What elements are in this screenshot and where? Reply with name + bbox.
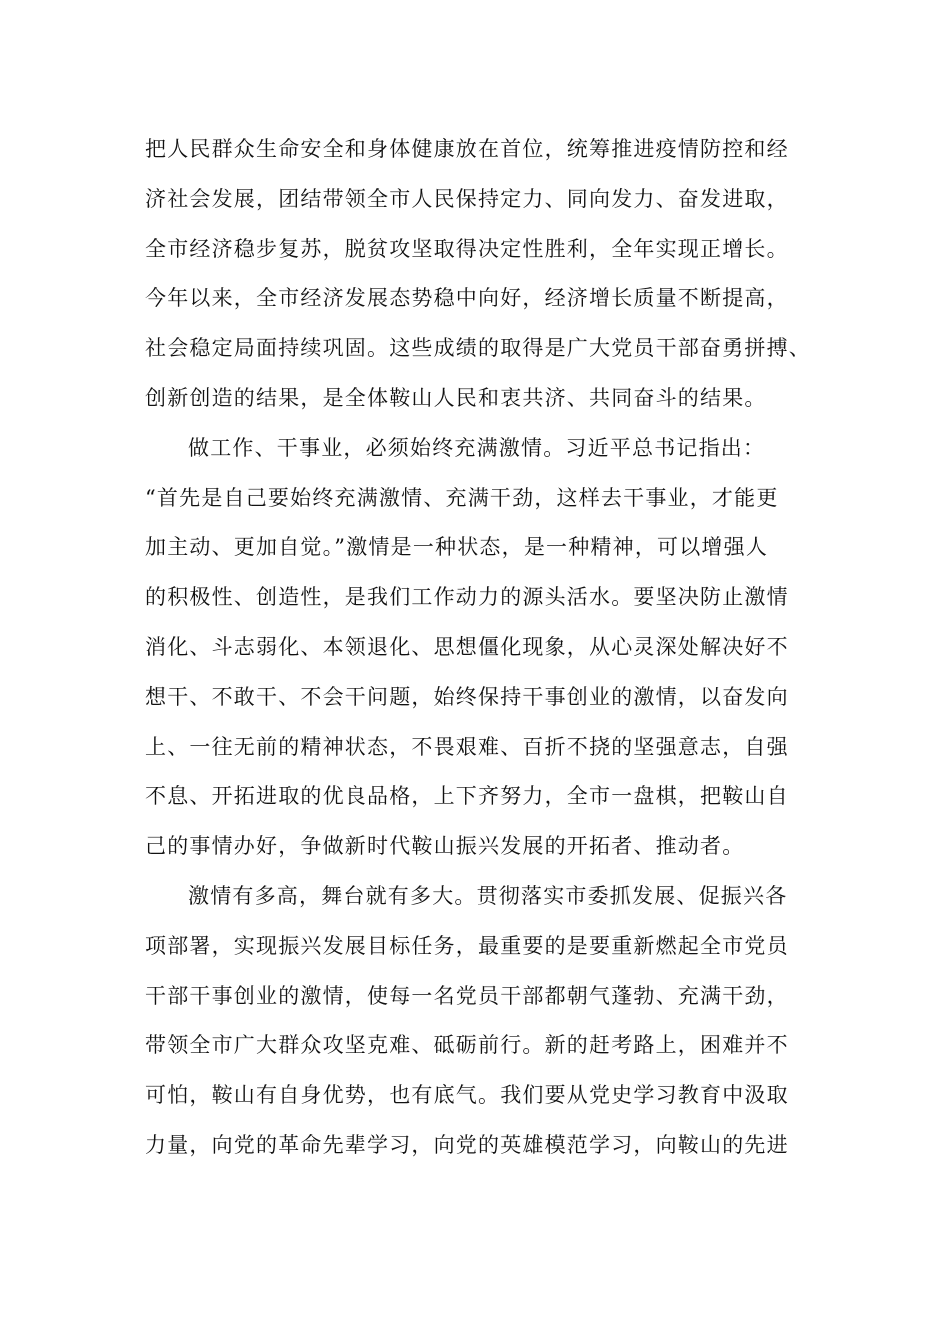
- text-line: 项部署，实现振兴发展目标任务，最重要的是要重新燃起全市党员: [145, 933, 789, 958]
- text-line: 不息、开拓进取的优良品格，上下齐努力，全市一盘棋，把鞍山自: [145, 784, 789, 809]
- text-line: 济社会发展，团结带领全市人民保持定力、同向发力、奋发进取，: [145, 186, 789, 211]
- text-line: 可怕，鞍山有自身优势，也有底气。我们要从党史学习教育中汲取: [145, 1083, 789, 1108]
- text-line: 社会稳定局面持续巩固。这些成绩的取得是广大党员干部奋勇拼搏、: [145, 336, 811, 361]
- text-line: 上、一往无前的精神状态，不畏艰难、百折不挠的坚强意志，自强: [145, 734, 789, 759]
- text-line: 全市经济稳步复苏，脱贫攻坚取得决定性胜利，全年实现正增长。: [145, 236, 789, 261]
- paragraph-first-line: 做工作、干事业，必须始终充满激情。习近平总书记指出：: [188, 435, 766, 460]
- text-line: 干部干事创业的激情，使每一名党员干部都朝气蓬勃、充满干劲，: [145, 983, 789, 1008]
- text-line: 的积极性、创造性，是我们工作动力的源头活水。要坚决防止激情: [145, 585, 789, 610]
- paragraph-first-line: 激情有多高，舞台就有多大。贯彻落实市委抓发展、促振兴各: [188, 883, 788, 908]
- text-line: 创新创造的结果，是全体鞍山人民和衷共济、共同奋斗的结果。: [145, 385, 767, 410]
- body-text: [145, 125, 825, 1171]
- text-line: 把人民群众生命安全和身体健康放在首位，统筹推进疫情防控和经: [145, 137, 789, 161]
- text-line: 想干、不敢干、不会干问题，始终保持干事创业的激情，以奋发向: [145, 684, 789, 709]
- text-line: 力量，向党的革命先辈学习，向党的英雄模范学习，向鞍山的先进: [145, 1132, 789, 1157]
- text-line: “首先是自己要始终充满激情、充满干劲，这样去干事业，才能更: [145, 485, 779, 510]
- text-line: 今年以来，全市经济发展态势稳中向好，经济增长质量不断提高，: [145, 286, 789, 311]
- text-line: 带领全市广大群众攻坚克难、砥砺前行。新的赶考路上，困难并不: [145, 1033, 789, 1058]
- text-line: 消化、斗志弱化、本领退化、思想僵化现象，从心灵深处解决好不: [145, 634, 789, 659]
- text-line: 己的事情办好，争做新时代鞍山振兴发展的开拓者、推动者。: [145, 834, 745, 859]
- text-line: 加主动、更加自觉。”激情是一种状态，是一种精神，可以增强人: [145, 535, 769, 560]
